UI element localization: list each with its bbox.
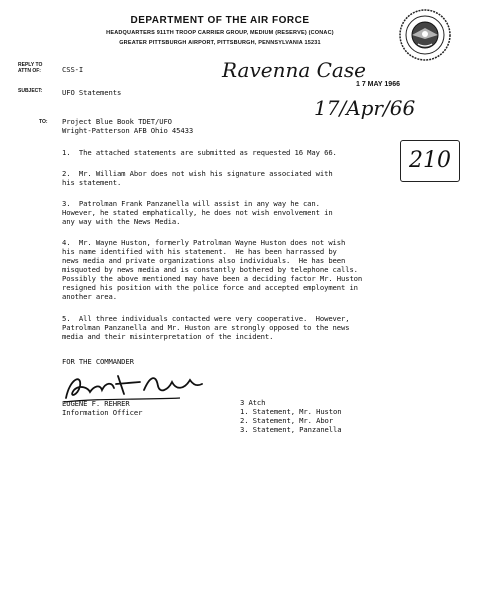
attachments-header: 3 Atch (240, 398, 266, 407)
subject-label: SUBJECT: (18, 88, 43, 94)
to-label: TO: (39, 119, 48, 125)
closing-line: FOR THE COMMANDER (62, 357, 134, 366)
handwritten-box-number: 210 (400, 140, 460, 182)
attachment-item: 2. Statement, Mr. Abor (240, 416, 333, 425)
handwritten-case-name: Ravenna Case (222, 58, 366, 82)
to-line-1: Project Blue Book TDET/UFO (62, 117, 172, 126)
reply-to-value: CSS-I (62, 65, 84, 74)
subject-value: UFO Statements (62, 88, 122, 97)
paragraph-5: 5. All three individuals contacted were very cooperative. However, Patrolman Panzanella and Mr. Huston are strongly opposed to the news media and their misinterpretation of the incident. (62, 314, 350, 341)
attachment-item: 3. Statement, Panzanella (240, 425, 342, 434)
air-force-seal-icon (398, 8, 452, 62)
paragraph-3: 3. Patrolman Frank Panzanella will assist in any way he can. However, he stated emphatically, he does not wish envolvement in any way with the News Media. (62, 199, 333, 226)
attn-of-label: ATTN OF: (18, 68, 41, 74)
letterhead-title: DEPARTMENT OF THE AIR FORCE (130, 15, 310, 26)
handwritten-date: 17/Apr/66 (314, 96, 416, 120)
signature-title: Information Officer (62, 408, 143, 417)
to-line-2: Wright-Patterson AFB Ohio 45433 (62, 126, 194, 135)
paragraph-4: 4. Mr. Wayne Huston, formerly Patrolman Wayne Huston does not wish his name identified with his statement. He has been harrassed by news media and private organizations also individuals. He has been misquoted by news media and is constantly bothered by telephone calls. Possibly the above mentioned may have been a deciding factor Mr. Huston resigned his position with the police force and accepted employment in another area. (62, 238, 363, 301)
paragraph-1: 1. The attached statements are submitted as requested 16 May 66. (62, 148, 337, 157)
signature-name: EUGENE F. REHRER (62, 399, 130, 408)
letterhead-unit: HEADQUARTERS 911TH TROOP CARRIER GROUP, MEDIUM (RESERVE) (CONAC) (106, 30, 334, 36)
attachment-item: 1. Statement, Mr. Huston (240, 407, 342, 416)
letterhead-address: GREATER PITTSBURGH AIRPORT, PITTSBURGH, PENNSYLVANIA 15231 (119, 40, 321, 46)
received-date-stamp: 1 7 MAY 1966 (356, 81, 400, 88)
paragraph-2: 2. Mr. William Abor does not wish his signature associated with his statement. (62, 169, 333, 187)
reply-to-label: REPLY TO (18, 62, 43, 68)
